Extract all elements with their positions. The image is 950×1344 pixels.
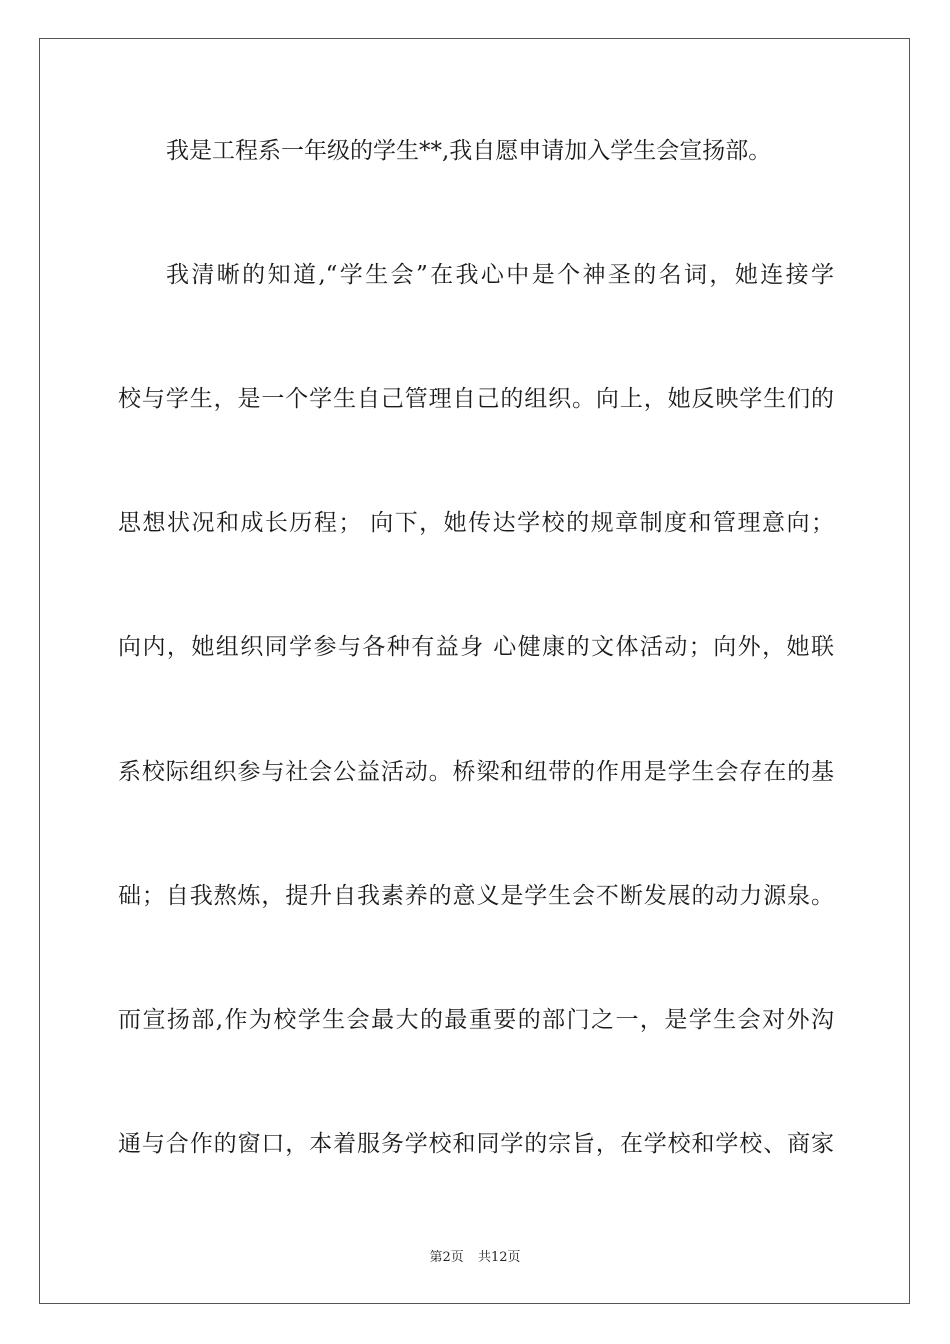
page-border [39, 38, 910, 1304]
paragraph-line: 向内，她组织同学参与各种有益身 心健康的文体活动；向外，她联 [118, 634, 834, 660]
paragraph-line: 我是工程系一年级的学生**,我自愿申请加入学生会宣扬部。 [166, 138, 772, 164]
paragraph-line: 而宣扬部,作为校学生会最大的最重要的部门之一，是学生会对外沟 [118, 1007, 834, 1033]
paragraph-line: 我清晰的知道,“学生会”在我心中是个神圣的名词，她连接学 [166, 262, 834, 288]
page-footer [0, 1246, 950, 1265]
paragraph-line: 系校际组织参与社会公益活动。桥梁和纽带的作用是学生会存在的基 [118, 759, 834, 785]
paragraph-line: 通与合作的窗口，本着服务学校和同学的宗旨，在学校和学校、商家 [118, 1131, 834, 1157]
paragraph-line: 思想状况和成长历程； 向下，她传达学校的规章制度和管理意向； [118, 510, 834, 536]
paragraph-line: 校与学生，是一个学生自己管理自己的组织。向上，她反映学生们的 [118, 386, 834, 412]
paragraph-line: 础；自我熬炼，提升自我素养的意义是学生会不断发展的动力源泉。 [118, 883, 834, 909]
page-number: 第2页 [429, 1250, 464, 1265]
page-total: 共12页 [477, 1250, 521, 1265]
